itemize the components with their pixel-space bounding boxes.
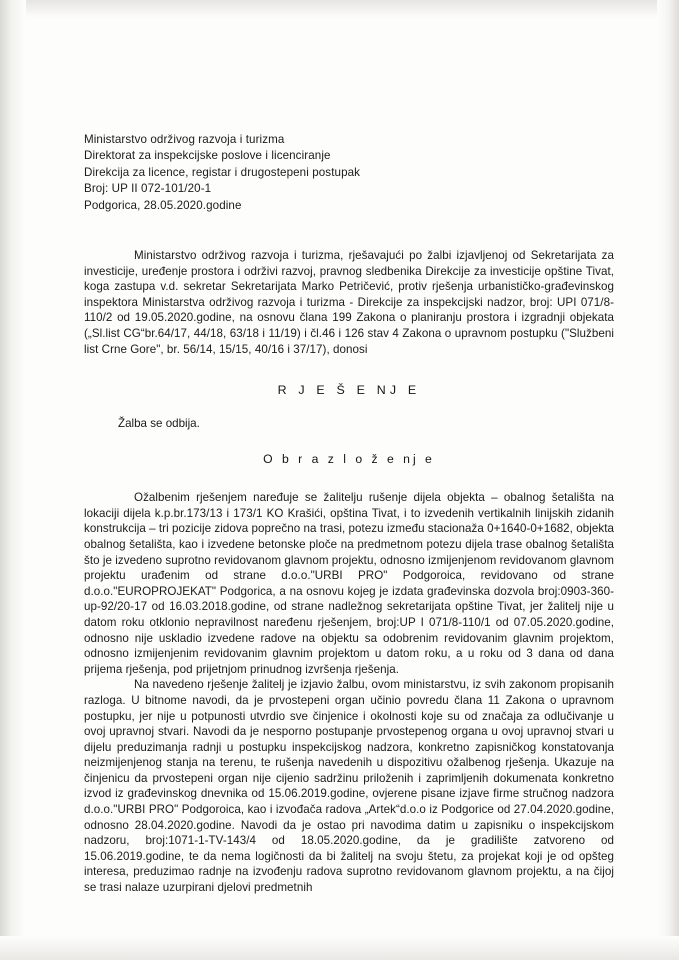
scan-shadow-right xyxy=(657,0,679,960)
document-content xyxy=(84,132,614,896)
document-header xyxy=(84,132,614,214)
scan-shadow-bottom xyxy=(0,936,679,960)
explanation-title: O b r a z l o ž e nj e xyxy=(263,452,435,467)
explanation-paragraph-1: Ožalbenim rješenjem naređuje se žalitelju rušenje dijela objekta – obalnog šetališta na lokaciji dijela k.p.br.173/13 i 173/1 KO Krašići, opština Tivat, i to izvedenih vertikalnih linijskih zidanih konstrukcija – tri pozicije zidova poprečno na trasi, potezu između stacionaža 0+1640-0+1682, objekta obalnog šetališta, kao i izvedene betonske ploče na predmetnom potezu dijela trase obalnog šetališta što je izvedeno suprotno revidovanom glavnom projektu, odnosno izmijenjenom revidovanom glavnom projektu urađenim od strane d.o.o."URBI PRO" Podgoroica, revidovano od strane d.o.o."EUROPROJEKAT" Podgorica, a na osnovu kojeg je izdata građevinska dozvola broj:0903-360-up-92/20-17 od 16.03.2018.godine, od strane nadležnog sekretarijata opštine Tivat, jer žalitelj nije u datom roku otklonio nepravilnost naređenu rješenjem, broj:UP I 071/8-110/1 od 07.05.2020.godine, odnosno nije uskladio izvedene radove na objektu sa odobrenim revidovanim glavnim projektom, odnosno izmijenjenim revidovanim glavnim projektom u datom roku, a u roku od 3 dana od dana prijema rješenja, pod prijetnjom prinudnog izvršenja rješenja. xyxy=(84,491,614,676)
explanation-paragraph-2: Na navedeno rješenje žalitelj je izjavio žalbu, ovom ministarstvu, iz svih zakonom propisanih razloga. U bitnome navodi, da je prvostepeni organ učinio povredu člana 11 Zakona o upravnom postupku, jer nije u potpunosti utvrdio sve činjenice i okolnosti koje su od značaja za odlučivanje u ovoj upravnoj stvari. Navodi da je nesporno postupanje prvostepenog organa u ovoj upravnoj stvari u dijelu preduzimanja radnji u postupku inspekcijskog nadzora, konkretno zapisničkog konstatovanja neizmijenjenog stanja na terenu, te rušenja navedenih u dispozitivu ožalbenog rješenja. Ukazuje na činjenicu da prvostepeni organ nije cijenio sadržinu priloženih i zaprimljenih dokumenata konkretno izvod iz građevinskog dnevnika od 15.06.2019.godine, ovjerene pisane izjave firme stručnog nadzora d.o.o."URBI PRO" Podgoroica, kao i izvođača radova „Artek“d.o.o iz Podgorice od 27.04.2020.godine, odnosno 28.04.2020.godine. Navodi da je ostao pri navodima datim u zapisniku o inspekcijskom nadzoru, broj:1071-1-TV-143/4 od 18.05.2020.godine, da je gradilište zatvoreno od 15.06.2019.godine, te da nema logičnosti da bi žalitelj na svoju štetu, za projekat koji je od opšteg interesa, preduzimao radnje na izvođenju radova suprotno revidovanom glavnom projektu, a na čijoj se trasi nalaze uzurpirani djelovi predmetnih xyxy=(84,678,614,895)
header-directorate: Direktorat za inspekcijske poslove i licenciranje xyxy=(84,149,331,163)
intro-paragraph: Ministarstvo održivog razvoja i turizma, rješavajući po žalbi izjavljenoj od Sekretarijata za investicije, uređenje prostora i održivi razvoj, pravnog sledbenika Direkcije za investicije opštine Tivat, koga zastupa v.d. sekretar Sekretarijata Marko Petričević, protiv rješenja urbanističko-građevinskog inspektora Ministarstva održivog razvoja i turizma - Direkcije za inspekcijski nadzor, broj: UPI 071/8-110/2 od 19.05.2020.godine, na osnovu člana 199 Zakona o planiranju prostora i izgradnji objekata („Sl.list CG“br.64/17, 44/18, 63/18 i 11/19) i čl.46 i 126 stav 4 Zakona o upravnom postupku ("Službeni list Crne Gore", br. 56/14, 15/15, 40/16 i 37/17), donosi xyxy=(84,249,614,356)
header-place-date: Podgorica, 28.05.2020.godine xyxy=(84,198,242,212)
header-direction: Direkcija za licence, registar i drugostepeni postupak xyxy=(84,165,361,179)
decision-text: Žalba se odbija. xyxy=(118,417,200,431)
header-ministry: Ministarstvo održivog razvoja i turizma xyxy=(84,133,285,146)
header-reference-number: Broj: UP II 072-101/20-1 xyxy=(84,182,212,196)
decision-title: R J E Š E NJ E xyxy=(277,383,421,398)
scan-shadow-left xyxy=(0,0,26,960)
scan-shadow-top xyxy=(0,0,679,18)
